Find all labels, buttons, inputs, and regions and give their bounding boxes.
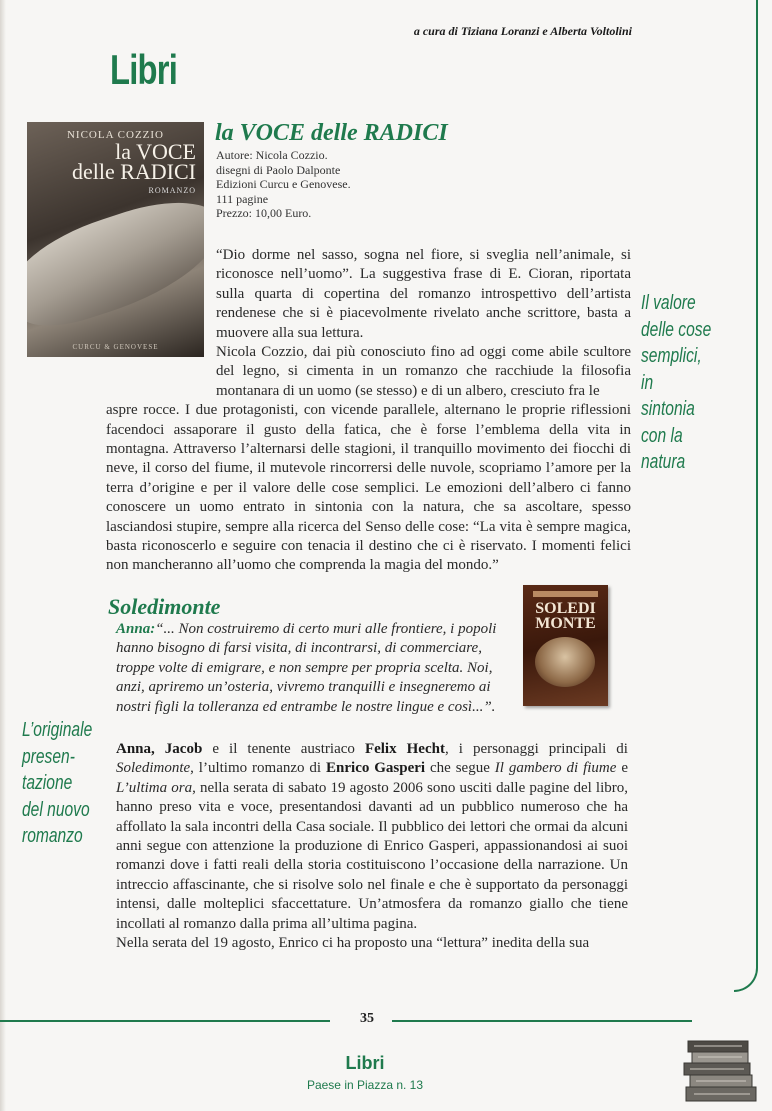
book2-cover-image bbox=[523, 585, 608, 706]
side-quote-line: del nuovo bbox=[22, 798, 90, 821]
footer-rule-left bbox=[0, 1020, 330, 1022]
book1-pages: 111 pagine bbox=[216, 191, 269, 206]
tree-trunk-illustration bbox=[27, 185, 204, 339]
quote-text: “... Non costruiremo di certo muri alle frontiere, i popoli hanno bisogno di farsi visita, di incontrarsi, di commerciare, troppe volte di emigrare, e non sempre per propria scelta. Noi, anzi, apriremo un’osteria, vivremo tranquilli e insegneremo ai nostri figli la tolleranza ed entrambe le nostre lingue e così...”. bbox=[116, 621, 497, 715]
book1-title: la VOCE delle RADICI bbox=[215, 120, 448, 146]
side-quote-line: presen- bbox=[22, 745, 75, 768]
book2-cover-artwork bbox=[535, 637, 595, 687]
book2-cover-author-band bbox=[533, 591, 598, 597]
book2-cover-title-line2: MONTE bbox=[535, 615, 596, 632]
side-quote-line: romanzo bbox=[22, 825, 83, 847]
text-run: , l’ultimo romanzo di bbox=[190, 760, 327, 777]
side-quote-line: con la bbox=[641, 424, 683, 447]
side-quote-line: in bbox=[641, 371, 654, 394]
book1-cover-title bbox=[71, 139, 196, 184]
book2-quote bbox=[116, 620, 511, 717]
side-quote-line: Il valore bbox=[641, 292, 696, 314]
book2-cover-title-line1: SOLEDI bbox=[535, 600, 596, 617]
side-quote-line: tazione bbox=[22, 772, 73, 794]
book2-paragraph-2: Nella serata del 19 agosto, Enrico ci ha proposto una “lettura” inedita della sua bbox=[116, 935, 590, 952]
section-title: Libri bbox=[110, 46, 178, 93]
character-name: Felix Hecht bbox=[364, 741, 445, 757]
side-quote-line: sintonia bbox=[641, 398, 695, 420]
book-title-ref: L’ultima ora bbox=[116, 779, 193, 796]
book2-side-quote bbox=[22, 717, 116, 850]
side-quote-line: delle cose bbox=[641, 318, 712, 341]
footer-rule-right bbox=[392, 1020, 692, 1022]
book2-paragraph-1 bbox=[116, 740, 628, 953]
book1-paragraph-2 bbox=[106, 343, 631, 576]
quote-speaker: Anna: bbox=[116, 621, 156, 637]
book1-price: Prezzo: 10,00 Euro. bbox=[216, 206, 312, 221]
book-title-ref: Il gambero di fiume bbox=[494, 760, 617, 777]
book1-cover-publisher: CURCU & GENOVESE bbox=[72, 343, 159, 351]
footer-subtitle: Paese in Piazza n. 13 bbox=[306, 1078, 424, 1092]
book1-cover-title-line2: delle RADICI bbox=[71, 159, 196, 184]
text-run: che segue bbox=[425, 760, 495, 777]
page-number: 35 bbox=[360, 1011, 374, 1026]
book1-cover-image bbox=[27, 122, 204, 357]
side-quote-line: semplici, bbox=[641, 345, 702, 367]
book1-meta bbox=[216, 148, 351, 221]
book2-title: Soledimonte bbox=[108, 594, 221, 619]
book1-cover-title-line1: la VOCE bbox=[115, 139, 196, 164]
text-run: e il tenente austriaco bbox=[202, 741, 365, 757]
text-run: , i personaggi principali di bbox=[444, 741, 628, 757]
book1-paragraph-2-intro: Nicola Cozzio, dai più conosciuto fino ad oggi come abile scultore del legno, si cimenta in un romanzo che racchiude la filosofia montanara di un uomo (se stesso) e di un albero, cresciuto fra le bbox=[216, 344, 631, 399]
book1-cover-genre: ROMANZO bbox=[148, 186, 196, 195]
text-run: , nella serata di sabato 19 agosto 2006 sono usciti dalle pagine del libro, hanno preso vita e voce, presentandosi davanti ad un pubblico numeroso che ha affollato la sala incontri della Casa sociale. Il pubblico dei lettori che ormai da alcuni anni segue con attenzione la produzione di Enrico Gasperi, appassionandosi ai suoi romanzi dove i fatti reali della storia costituiscono l’occasione della narrazione. Un intreccio affascinante, che si risolve solo nel finale e che è supportato da personaggi intensi, dalle molteplici sfaccettature. Un’atmosfera da romanzo giallo che tiene incollati al romanzo dalla prima all’ultima pagina. bbox=[116, 779, 628, 932]
book1-paragraph-2-body: aspre rocce. I due protagonisti, con vicende parallele, alternano le proprie riflessioni facendoci assaporare il gusto della fatica, che è forse l’emblema della vita in montagna. Attraverso l’alternarsi delle stagioni, il tranquillo movimento dei fiocchi di neve, il corso del fiume, il mutevole rincorrersi delle nuvole, scopriamo l’amore per la terra d’origine e per il valore delle cose semplici. Le emozioni dell’albero ci fanno conoscere un uomo entrato in sintonia con la natura, che sa ascoltare, spesso lasciandosi stupire, sempre alla ricerca del Senso delle cose: “La vita è sempre magica, basta riconoscerlo e seguire con tenacia il destino che ci è riservato. I momenti felici non mancheranno all’uomo che comprenda la magia del mondo.” bbox=[106, 402, 631, 574]
books-stack-icon bbox=[680, 1035, 760, 1105]
text-run: e bbox=[616, 760, 629, 777]
page-frame-line bbox=[734, 0, 758, 992]
book1-paragraph-1: “Dio dorme nel sasso, sogna nel fiore, si sveglia nell’animale, si riconosce nell’uomo”. La suggestiva frase di E. Cioran, riportata sulla quarta di copertina del romanzo introspettivo dell’artista rendenese che si è piacevolmente rivelato anche scrittore, basta a muovere alla sua lettura. bbox=[216, 247, 631, 341]
book-title-ref: Soledimonte bbox=[116, 760, 191, 777]
book1-author: Autore: Nicola Cozzio. bbox=[216, 148, 328, 162]
side-quote-line: natura bbox=[641, 451, 686, 473]
side-quote-line: L’originale bbox=[22, 719, 93, 741]
book1-illustrator: disegni di Paolo Dalponte bbox=[216, 162, 341, 177]
curators-credit: a cura di Tiziana Loranzi e Alberta Voltolini bbox=[413, 24, 632, 38]
book1-cover-author: NICOLA COZZIO bbox=[66, 129, 165, 141]
character-names: Anna, Jacob bbox=[116, 741, 203, 757]
page-edge bbox=[0, 0, 6, 1111]
book1-publisher: Edizioni Curcu e Genovese. bbox=[216, 177, 351, 192]
book1-side-quote bbox=[641, 290, 735, 476]
footer-title: Libri bbox=[345, 1053, 385, 1073]
book2-cover-title bbox=[523, 601, 608, 631]
author-name: Enrico Gasperi bbox=[326, 760, 426, 777]
